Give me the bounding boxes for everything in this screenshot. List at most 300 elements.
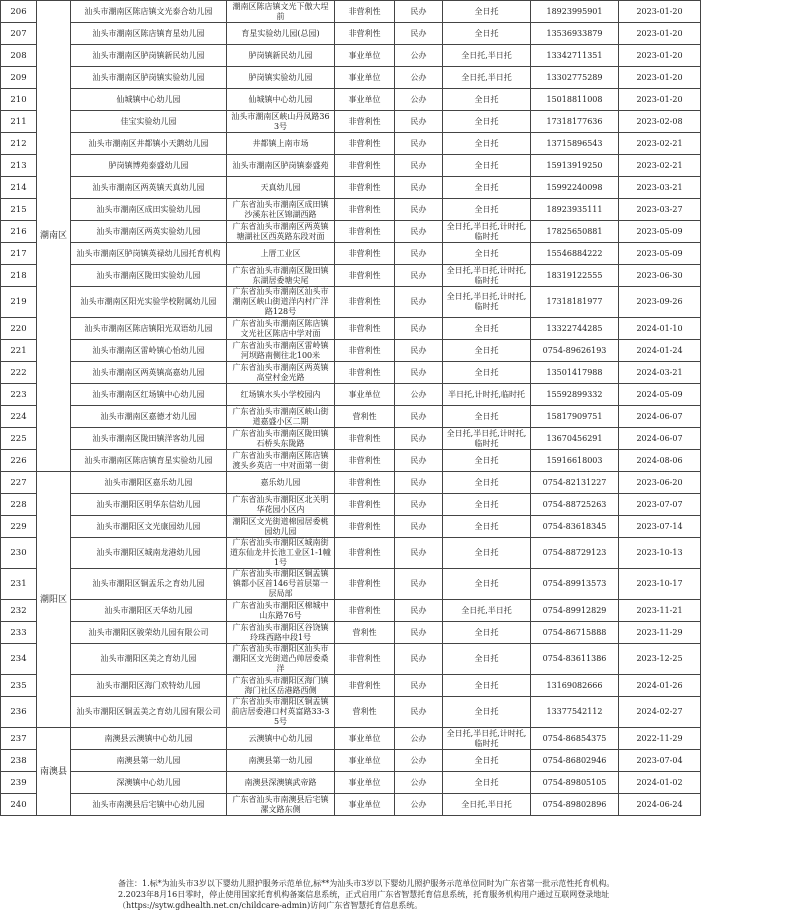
- institution-address: 南澳县深澳镇武帝路: [227, 772, 335, 794]
- table-row: [1, 340, 800, 362]
- service-type: 全日托: [443, 675, 531, 697]
- institution-nature: 事业单位: [335, 384, 395, 406]
- institution-type: 民办: [395, 406, 443, 428]
- service-type: 全日托,半日托,计时托,临时托: [443, 428, 531, 450]
- institution-type: 民办: [395, 265, 443, 287]
- institution-type: 民办: [395, 1, 443, 23]
- table-row: [1, 794, 800, 816]
- service-type: 全日托: [443, 1, 531, 23]
- service-type: 全日托: [443, 23, 531, 45]
- institution-name: 汕头市潮南区两英镇高嘉幼儿园: [71, 362, 227, 384]
- service-type: 全日托: [443, 538, 531, 569]
- contact-phone: 0754-89913573: [531, 569, 619, 600]
- service-type: 全日托: [443, 133, 531, 155]
- service-type: 全日托: [443, 406, 531, 428]
- contact-phone: 15913919250: [531, 155, 619, 177]
- registration-date: 2024-05-09: [619, 384, 701, 406]
- contact-phone: 13501417988: [531, 362, 619, 384]
- institution-nature: 非营利性: [335, 516, 395, 538]
- institution-nature: 事业单位: [335, 794, 395, 816]
- institution-name: 汕头市潮南区陇田实验幼儿园: [71, 265, 227, 287]
- institution-name: 汕头市潮阳区文光康园幼儿园: [71, 516, 227, 538]
- table-row: [1, 89, 800, 111]
- registration-date: 2023-03-21: [619, 177, 701, 199]
- institution-address: 潮阳区文光街道棉园居委桃园幼儿园: [227, 516, 335, 538]
- institution-name: 汕头市潮南区胪岗镇新民幼儿园: [71, 45, 227, 67]
- institution-address: 汕头市潮南区峡山丹凤路363号: [227, 111, 335, 133]
- registration-date: 2023-12-25: [619, 644, 701, 675]
- institution-nature: 非营利性: [335, 644, 395, 675]
- institution-nature: 非营利性: [335, 221, 395, 243]
- institution-type: 民办: [395, 287, 443, 318]
- service-type: 全日托: [443, 450, 531, 472]
- service-type: 全日托: [443, 111, 531, 133]
- institution-address: 潮南区陈店镇文光下傲大埕前: [227, 1, 335, 23]
- region-cell: 南澳县: [37, 728, 71, 816]
- row-number: 222: [1, 362, 37, 384]
- registration-date: 2023-03-27: [619, 199, 701, 221]
- service-type: 全日托: [443, 569, 531, 600]
- contact-phone: 13715896543: [531, 133, 619, 155]
- row-number: 206: [1, 1, 37, 23]
- table-row: [1, 450, 800, 472]
- institution-name: 汕头市潮南区陈店镇育星幼儿园: [71, 23, 227, 45]
- row-number: 216: [1, 221, 37, 243]
- service-type: 全日托,半日托: [443, 794, 531, 816]
- registration-date: 2024-06-07: [619, 406, 701, 428]
- registration-date: 2024-01-26: [619, 675, 701, 697]
- institution-address: 广东省汕头市潮阳区铜盂镇前店居委港口村英富路33-35号: [227, 697, 335, 728]
- table-row: [1, 243, 800, 265]
- table-row: [1, 177, 800, 199]
- service-type: 全日托: [443, 494, 531, 516]
- contact-phone: 15592899332: [531, 384, 619, 406]
- row-number: 226: [1, 450, 37, 472]
- row-number: 209: [1, 67, 37, 89]
- institution-address: 广东省汕头市潮南区峡山街道嘉盛小区二期: [227, 406, 335, 428]
- row-number: 220: [1, 318, 37, 340]
- row-number: 239: [1, 772, 37, 794]
- row-number: 218: [1, 265, 37, 287]
- row-number: 217: [1, 243, 37, 265]
- institution-type: 民办: [395, 622, 443, 644]
- row-number: 229: [1, 516, 37, 538]
- service-type: 全日托: [443, 472, 531, 494]
- table-row: [1, 287, 800, 318]
- institution-name: 汕头市潮阳区城南龙港幼儿园: [71, 538, 227, 569]
- institution-type: 民办: [395, 600, 443, 622]
- institution-name: 佳宝实验幼儿园: [71, 111, 227, 133]
- contact-phone: 0754-88729123: [531, 538, 619, 569]
- institution-nature: 非营利性: [335, 243, 395, 265]
- contact-phone: 15817909751: [531, 406, 619, 428]
- region-cell: 潮南区: [37, 1, 71, 472]
- row-number: 230: [1, 538, 37, 569]
- institution-address: 嘉乐幼儿园: [227, 472, 335, 494]
- service-type: 全日托: [443, 697, 531, 728]
- institution-name: 汕头市潮阳区铜盂乐之育幼儿园: [71, 569, 227, 600]
- table-row: [1, 622, 800, 644]
- row-number: 214: [1, 177, 37, 199]
- institution-type: 民办: [395, 569, 443, 600]
- institution-nature: 事业单位: [335, 750, 395, 772]
- institution-nature: 非营利性: [335, 569, 395, 600]
- registration-date: 2024-06-24: [619, 794, 701, 816]
- row-number: 236: [1, 697, 37, 728]
- institution-name: 汕头市潮阳区嘉乐幼儿园: [71, 472, 227, 494]
- registration-date: 2023-05-09: [619, 221, 701, 243]
- registration-date: 2023-07-14: [619, 516, 701, 538]
- contact-phone: 13322744285: [531, 318, 619, 340]
- institution-name: 汕头市潮南区陈店镇育星实验幼儿园: [71, 450, 227, 472]
- institution-address: 广东省汕头市潮阳区棉城中山东路76号: [227, 600, 335, 622]
- institution-address: 广东省汕头市潮阳区汕头市潮阳区文光街道凸帅居委桑洋: [227, 644, 335, 675]
- institution-type: 公办: [395, 67, 443, 89]
- contact-phone: 0754-89802896: [531, 794, 619, 816]
- institution-address: 广东省汕头市潮阳区北关明华花园小区内: [227, 494, 335, 516]
- row-number: 232: [1, 600, 37, 622]
- registration-date: 2024-01-24: [619, 340, 701, 362]
- row-number: 213: [1, 155, 37, 177]
- institution-address: 广东省汕头市潮南区成田镇沙溪东社区锦湖西路: [227, 199, 335, 221]
- institution-nature: 非营利性: [335, 472, 395, 494]
- table-row: [1, 384, 800, 406]
- institution-type: 民办: [395, 111, 443, 133]
- institution-name: 汕头市潮阳区天华幼儿园: [71, 600, 227, 622]
- institution-nature: 事业单位: [335, 67, 395, 89]
- institution-address: 广东省汕头市潮南区雷岭镇河坝路南侧往北100米: [227, 340, 335, 362]
- table-row: [1, 155, 800, 177]
- table-row: [1, 199, 800, 221]
- institution-type: 民办: [395, 221, 443, 243]
- table-row: [1, 111, 800, 133]
- service-type: 全日托,半日托,计时托,临时托: [443, 287, 531, 318]
- contact-phone: 0754-83611386: [531, 644, 619, 675]
- registration-date: 2023-10-13: [619, 538, 701, 569]
- registration-date: 2023-10-17: [619, 569, 701, 600]
- contact-phone: 0754-89805105: [531, 772, 619, 794]
- table-row: [1, 45, 800, 67]
- institution-nature: 营利性: [335, 406, 395, 428]
- service-type: 全日托,半日托,计时托,临时托: [443, 728, 531, 750]
- service-type: 全日托: [443, 243, 531, 265]
- institution-type: 民办: [395, 177, 443, 199]
- institution-address: 广东省汕头市南澳县后宅镇漯文路东侧: [227, 794, 335, 816]
- registration-date: 2023-02-08: [619, 111, 701, 133]
- service-type: 全日托: [443, 622, 531, 644]
- institution-name: 汕头市潮阳区铜盂美之育幼儿园有限公司: [71, 697, 227, 728]
- institution-name: 汕头市潮南区嘉德才幼儿园: [71, 406, 227, 428]
- table-row: [1, 750, 800, 772]
- contact-phone: 13302775289: [531, 67, 619, 89]
- contact-phone: 0754-83618345: [531, 516, 619, 538]
- contact-phone: 0754-89912829: [531, 600, 619, 622]
- registration-date: 2023-01-20: [619, 23, 701, 45]
- registration-date: 2023-01-20: [619, 1, 701, 23]
- contact-phone: 0754-86802946: [531, 750, 619, 772]
- institution-nature: 事业单位: [335, 772, 395, 794]
- institution-nature: 非营利性: [335, 199, 395, 221]
- institution-type: 民办: [395, 675, 443, 697]
- institution-address: 广东省汕头市潮南区陇田镇石桥头东陇路: [227, 428, 335, 450]
- contact-phone: 0754-88725263: [531, 494, 619, 516]
- table-row: [1, 600, 800, 622]
- institution-name: 汕头市潮阳区海门欢特幼儿园: [71, 675, 227, 697]
- contact-phone: 17318181977: [531, 287, 619, 318]
- table-row: [1, 362, 800, 384]
- table-row: [1, 265, 800, 287]
- institution-type: 民办: [395, 23, 443, 45]
- table-row: [1, 538, 800, 569]
- institution-nature: 非营利性: [335, 675, 395, 697]
- institution-nature: 非营利性: [335, 287, 395, 318]
- contact-phone: 0754-89626193: [531, 340, 619, 362]
- service-type: 全日托: [443, 340, 531, 362]
- institution-name: 汕头市潮南区陇田镇洋客幼儿园: [71, 428, 227, 450]
- institution-name: 汕头市潮南区阳光实验学校附属幼儿园: [71, 287, 227, 318]
- footnote-line-2: 2.2023年8月16日零时，停止使用国家托育机构备案信息系统，正式启用广东省智慧托育信息系统，托育服务机构用户通过互联网登录地址: [118, 890, 610, 899]
- institution-type: 民办: [395, 697, 443, 728]
- footnote-line-1: 备注：1.标*为汕头市3岁以下婴幼儿照护服务示范单位,标**为汕头市3岁以下婴幼儿照护服务示范单位同时为广东省第一批示范性托育机构。: [118, 879, 615, 888]
- contact-phone: 15916618003: [531, 450, 619, 472]
- service-type: 全日托: [443, 362, 531, 384]
- contact-phone: 13377542112: [531, 697, 619, 728]
- registration-date: 2023-02-21: [619, 155, 701, 177]
- service-type: 半日托,计时托,临时托: [443, 384, 531, 406]
- institution-type: 公办: [395, 750, 443, 772]
- table-row: [1, 728, 800, 750]
- institution-name: 汕头市潮南区两英实验幼儿园: [71, 221, 227, 243]
- registration-date: 2023-01-20: [619, 67, 701, 89]
- institution-address: 广东省汕头市潮南区两英镇塘湖社区西英路东段对面: [227, 221, 335, 243]
- row-number: 221: [1, 340, 37, 362]
- institution-name: 南澳县第一幼儿园: [71, 750, 227, 772]
- institution-address: 广东省汕头市潮南区陈店镇文光社区陈店中学对面: [227, 318, 335, 340]
- table-row: [1, 406, 800, 428]
- registration-date: 2023-06-20: [619, 472, 701, 494]
- contact-phone: 0754-82131227: [531, 472, 619, 494]
- registration-date: 2023-05-09: [619, 243, 701, 265]
- contact-phone: 15992240098: [531, 177, 619, 199]
- institution-address: 育星实验幼儿园(总园): [227, 23, 335, 45]
- institution-nature: 非营利性: [335, 155, 395, 177]
- service-type: 全日托: [443, 199, 531, 221]
- row-number: 234: [1, 644, 37, 675]
- table-row: [1, 569, 800, 600]
- institution-nature: 事业单位: [335, 45, 395, 67]
- row-number: 227: [1, 472, 37, 494]
- institution-type: 民办: [395, 538, 443, 569]
- institution-address: 广东省汕头市潮阳区谷饶镇玲珠西路中段1号: [227, 622, 335, 644]
- contact-phone: 13169082666: [531, 675, 619, 697]
- institution-type: 民办: [395, 318, 443, 340]
- institution-nature: 非营利性: [335, 265, 395, 287]
- registration-date: 2023-11-21: [619, 600, 701, 622]
- registration-date: 2024-01-02: [619, 772, 701, 794]
- service-type: 全日托,半日托,计时托,临时托: [443, 265, 531, 287]
- institution-address: 胪岗镇新民幼儿园: [227, 45, 335, 67]
- institution-nature: 非营利性: [335, 177, 395, 199]
- institution-name: 汕头市潮南区陈店镇文光泰合幼儿园: [71, 1, 227, 23]
- institution-nature: 非营利性: [335, 600, 395, 622]
- institution-address: 汕头市潮南区胪岗镇泰盛苑: [227, 155, 335, 177]
- registration-date: 2022-11-29: [619, 728, 701, 750]
- table-row: [1, 772, 800, 794]
- institution-name: 深澳镇中心幼儿园: [71, 772, 227, 794]
- registration-date: 2023-06-30: [619, 265, 701, 287]
- service-type: 全日托: [443, 772, 531, 794]
- row-number: 240: [1, 794, 37, 816]
- table-row: [1, 1, 800, 23]
- institution-address: 广东省汕头市潮阳区海门镇海门社区岳港路西侧: [227, 675, 335, 697]
- institution-nature: 营利性: [335, 622, 395, 644]
- institution-type: 民办: [395, 243, 443, 265]
- institution-name: 汕头市潮南区胪岗镇实验幼儿园: [71, 67, 227, 89]
- row-number: 211: [1, 111, 37, 133]
- institution-address: 红场镇水头小学校园内: [227, 384, 335, 406]
- row-number: 238: [1, 750, 37, 772]
- institution-address: 天真幼儿园: [227, 177, 335, 199]
- institution-nature: 非营利性: [335, 494, 395, 516]
- institution-address: 云澳镇中心幼儿园: [227, 728, 335, 750]
- institution-address: 南澳县第一幼儿园: [227, 750, 335, 772]
- institution-name: 汕头市潮阳区明华东信幼儿园: [71, 494, 227, 516]
- contact-phone: 18923935111: [531, 199, 619, 221]
- institution-name: 汕头市潮南区雷岭镇心怡幼儿园: [71, 340, 227, 362]
- row-number: 223: [1, 384, 37, 406]
- institution-name: 汕头市潮南区陈店镇阳光双语幼儿园: [71, 318, 227, 340]
- institution-name: 汕头市潮阳区美之育幼儿园: [71, 644, 227, 675]
- row-number: 208: [1, 45, 37, 67]
- institution-type: 公办: [395, 772, 443, 794]
- registration-date: 2023-07-07: [619, 494, 701, 516]
- registration-date: 2024-03-21: [619, 362, 701, 384]
- institution-type: 民办: [395, 644, 443, 675]
- institution-name: 汕头市潮阳区骏荣幼儿园有限公司: [71, 622, 227, 644]
- institution-type: 公办: [395, 45, 443, 67]
- table-row: [1, 133, 800, 155]
- contact-phone: 13670456291: [531, 428, 619, 450]
- institution-name: 汕头市潮南区红场镇中心幼儿园: [71, 384, 227, 406]
- registration-date: 2023-01-20: [619, 89, 701, 111]
- contact-phone: 17825650881: [531, 221, 619, 243]
- table-row: [1, 23, 800, 45]
- institution-type: 民办: [395, 340, 443, 362]
- contact-phone: 17318177636: [531, 111, 619, 133]
- row-number: 224: [1, 406, 37, 428]
- institution-nature: 非营利性: [335, 1, 395, 23]
- row-number: 225: [1, 428, 37, 450]
- table-row: [1, 494, 800, 516]
- table-row: [1, 516, 800, 538]
- service-type: 全日托: [443, 89, 531, 111]
- registration-date: 2023-09-26: [619, 287, 701, 318]
- service-type: 全日托,半日托: [443, 600, 531, 622]
- registration-date: 2023-01-20: [619, 45, 701, 67]
- institution-nature: 非营利性: [335, 538, 395, 569]
- contact-phone: 13536933879: [531, 23, 619, 45]
- institution-name: 汕头市潮南区胪岗镇英禄幼儿园托育机构: [71, 243, 227, 265]
- institution-type: 民办: [395, 155, 443, 177]
- institution-nature: 非营利性: [335, 318, 395, 340]
- institution-address: 广东省汕头市潮南区汕头市潮南区峡山街道洋内村广洋路128号: [227, 287, 335, 318]
- registration-date: 2024-08-06: [619, 450, 701, 472]
- table-row: [1, 67, 800, 89]
- institution-nature: 非营利性: [335, 111, 395, 133]
- institution-name: 仙城镇中心幼儿园: [71, 89, 227, 111]
- institution-type: 公办: [395, 794, 443, 816]
- institution-type: 民办: [395, 199, 443, 221]
- contact-phone: 18319122555: [531, 265, 619, 287]
- institution-type: 公办: [395, 384, 443, 406]
- institution-nature: 事业单位: [335, 89, 395, 111]
- institution-type: 公办: [395, 89, 443, 111]
- institution-address: 广东省汕头市潮阳区铜盂镇镇都小区首146号首层第一层局部: [227, 569, 335, 600]
- service-type: 全日托,半日托,计时托,临时托: [443, 221, 531, 243]
- registration-date: 2024-01-10: [619, 318, 701, 340]
- table-body: [1, 1, 800, 816]
- institution-nature: 事业单位: [335, 728, 395, 750]
- institution-nature: 非营利性: [335, 23, 395, 45]
- row-number: 207: [1, 23, 37, 45]
- service-type: 全日托: [443, 644, 531, 675]
- contact-phone: 0754-86715888: [531, 622, 619, 644]
- institution-type: 民办: [395, 450, 443, 472]
- service-type: 全日托: [443, 750, 531, 772]
- institution-type: 民办: [395, 428, 443, 450]
- service-type: 全日托: [443, 516, 531, 538]
- footnote: [0, 878, 800, 911]
- contact-phone: 15018811008: [531, 89, 619, 111]
- row-number: 212: [1, 133, 37, 155]
- institution-name: 汕头市潮南区井都镇小天鹅幼儿园: [71, 133, 227, 155]
- institution-nature: 非营利性: [335, 362, 395, 384]
- registration-date: 2023-02-21: [619, 133, 701, 155]
- service-type: 全日托,半日托: [443, 45, 531, 67]
- registration-date: 2024-02-27: [619, 697, 701, 728]
- institution-type: 民办: [395, 133, 443, 155]
- institution-nature: 营利性: [335, 697, 395, 728]
- service-type: 全日托: [443, 318, 531, 340]
- contact-phone: 15546884222: [531, 243, 619, 265]
- contact-phone: 18923995901: [531, 1, 619, 23]
- institution-name: 胪岗镇博苑泰盛幼儿园: [71, 155, 227, 177]
- table-row: [1, 644, 800, 675]
- institution-address: 广东省汕头市潮阳区城南街道东仙龙井长池工业区1-1幢1号: [227, 538, 335, 569]
- table-row: [1, 318, 800, 340]
- row-number: 228: [1, 494, 37, 516]
- row-number: 210: [1, 89, 37, 111]
- contact-phone: 0754-86854375: [531, 728, 619, 750]
- service-type: 全日托: [443, 155, 531, 177]
- institution-type: 民办: [395, 472, 443, 494]
- institution-name: 汕头市南澳县后宅镇中心幼儿园: [71, 794, 227, 816]
- institution-address: 上厝工业区: [227, 243, 335, 265]
- institution-type: 民办: [395, 516, 443, 538]
- region-cell: 潮阳区: [37, 472, 71, 728]
- institution-address: 井都镇上南市场: [227, 133, 335, 155]
- table-row: [1, 221, 800, 243]
- institution-name: 南澳县云澳镇中心幼儿园: [71, 728, 227, 750]
- registration-date: 2024-06-07: [619, 428, 701, 450]
- institution-type: 民办: [395, 494, 443, 516]
- institution-type: 公办: [395, 728, 443, 750]
- service-type: 全日托: [443, 177, 531, 199]
- table-row: [1, 697, 800, 728]
- row-number: 231: [1, 569, 37, 600]
- institution-address: 广东省汕头市潮南区两英镇高堂村金光路: [227, 362, 335, 384]
- row-number: 219: [1, 287, 37, 318]
